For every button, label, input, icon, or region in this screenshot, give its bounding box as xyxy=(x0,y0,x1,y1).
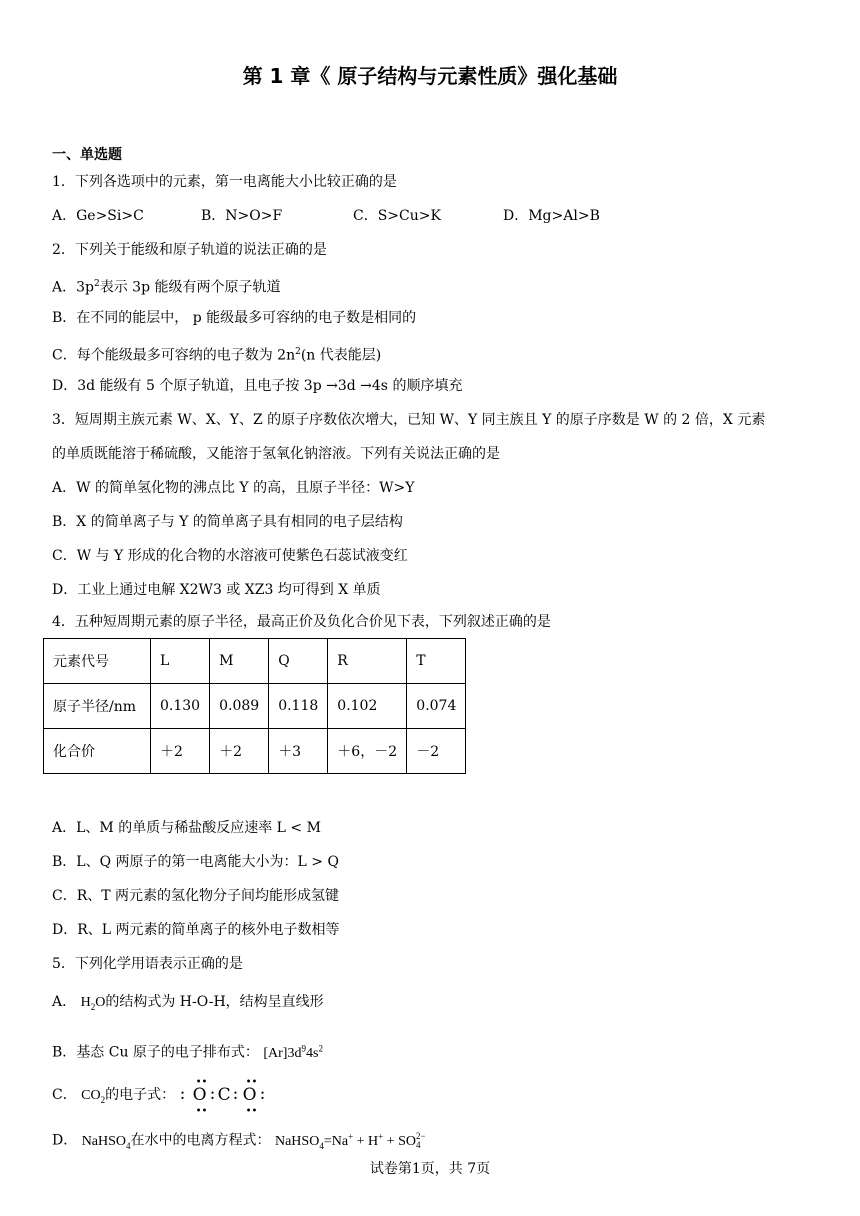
q2-option-d: D．3d 能级有 5 个原子轨道，且电子按 3p →3d →4s 的顺序填充 xyxy=(52,378,463,394)
question-4-stem: 4．五种短周期元素的原子半径，最高正价及负化合价见下表，下列叙述正确的是 xyxy=(52,614,551,630)
q5-d-na: NaHSO xyxy=(81,1133,127,1149)
section-heading: 一、单选题 xyxy=(52,147,122,163)
q5-a-label: A． xyxy=(52,994,77,1010)
lewis-oxygen-right: O xyxy=(242,1085,257,1105)
cu-electron-config xyxy=(263,1043,323,1061)
table-cell: 0.074 xyxy=(407,684,466,729)
table-row xyxy=(44,684,466,729)
q4-option-a: A．L、M 的单质与稀盐酸反应速率 L < M xyxy=(52,820,321,836)
table-row xyxy=(44,639,466,684)
q5-d-eq1: NaHSO xyxy=(274,1133,320,1149)
q2-c-text: (n 代表能层) xyxy=(300,347,382,364)
q5-d-text: 在水中的电离方程式： xyxy=(130,1132,271,1149)
q5-b-4s: 4s xyxy=(305,1045,319,1061)
q5-c-sub: 2 xyxy=(100,1094,106,1105)
q5-c-co: CO xyxy=(81,1088,101,1103)
table-cell: Q xyxy=(269,639,328,684)
table-cell: 0.102 xyxy=(328,684,407,729)
lewis-colon: : xyxy=(232,1084,239,1104)
table-cell: R xyxy=(328,639,407,684)
element-data-table xyxy=(43,638,466,774)
q5-d-plus1: + xyxy=(348,1131,354,1141)
table-cell: 0.118 xyxy=(269,684,328,729)
q1-option-c: C．S>Cu>K xyxy=(353,208,441,224)
q5-option-a xyxy=(52,992,324,1017)
q2-c-prefix: C．每个能级最多可容纳的电子数为 2n xyxy=(52,347,296,364)
q5-c-text: 的电子式： xyxy=(105,1087,176,1103)
q5-d-eq2: =Na xyxy=(323,1133,349,1149)
lewis-oxygen-left: O xyxy=(192,1085,207,1105)
table-cell: ＋2 xyxy=(151,729,210,774)
table-cell: L xyxy=(151,639,210,684)
q5-a-o: O xyxy=(95,995,106,1010)
q5-d-eq4: + SO xyxy=(383,1133,417,1149)
q2-c-sup: 2 xyxy=(295,347,301,357)
q5-d-so-sup: 2− xyxy=(416,1131,426,1142)
table-cell: －2 xyxy=(407,729,466,774)
q5-option-b xyxy=(52,1038,323,1064)
page-title: 第 1 章《 原子结构与元素性质》强化基础 xyxy=(242,64,618,88)
q5-a-sub: 2 xyxy=(90,1001,96,1012)
table-cell: 原子半径/nm xyxy=(44,684,151,729)
q5-option-d xyxy=(52,1126,426,1155)
lewis-dots: •• xyxy=(195,1106,208,1117)
lewis-colon: : xyxy=(209,1084,216,1104)
q5-a-text: 的结构式为 H-O-H，结构呈直线形 xyxy=(105,994,324,1010)
table-row xyxy=(44,729,466,774)
q2-option-a xyxy=(52,274,281,298)
q3-option-b: B．X 的简单离子与 Y 的简单离子具有相同的电子层结构 xyxy=(52,514,403,530)
lewis-dots: •• xyxy=(245,1077,258,1088)
q5-d-so-sub: 4 xyxy=(416,1140,421,1151)
lewis-dots: •• xyxy=(245,1106,258,1117)
q2-a-prefix: A．3p xyxy=(52,279,94,296)
co2-formula xyxy=(81,1088,105,1103)
lewis-colon: : xyxy=(179,1084,186,1104)
q5-d-eq3: + H xyxy=(353,1133,379,1149)
q5-d-plus2: + xyxy=(378,1131,384,1141)
q4-option-b: B．L、Q 两原子的第一电离能大小为：L > Q xyxy=(52,854,339,870)
q5-b-text: B．基态 Cu 原子的电子排布式： xyxy=(52,1044,259,1061)
q5-option-c xyxy=(52,1077,274,1117)
q5-d-label: D． xyxy=(52,1132,78,1149)
q1-option-a: A．Ge>Si>C xyxy=(52,208,144,224)
question-5-stem: 5．下列化学用语表示正确的是 xyxy=(52,956,243,972)
lewis-colon: : xyxy=(259,1084,266,1104)
q5-d-sub: 4 xyxy=(126,1140,131,1151)
table-cell: T xyxy=(407,639,466,684)
question-1-stem: 1．下列各选项中的元素，第一电离能大小比较正确的是 xyxy=(52,174,397,190)
lewis-dots: •• xyxy=(195,1077,208,1088)
q5-b-sup2: 2 xyxy=(318,1043,323,1053)
table-cell: M xyxy=(210,639,269,684)
q4-option-c: C．R、T 两元素的氢化物分子间均能形成氢键 xyxy=(52,888,340,904)
question-3-stem-line1: 3．短周期主族元素 W、X、Y、Z 的原子序数依次增大，已知 W、Y 同主族且 Y 的原子序数是 W 的 2 倍，X 元素 xyxy=(52,412,766,428)
q5-b-sup1: 9 xyxy=(301,1043,306,1053)
q2-option-b: B．在不同的能层中， p 能级最多可容纳的电子数是相同的 xyxy=(52,310,417,326)
co2-lewis-structure xyxy=(179,1077,274,1117)
ionization-equation xyxy=(274,1131,426,1151)
q4-option-d: D．R、L 两元素的简单离子的核外电子数相等 xyxy=(52,922,340,938)
table-cell: ＋6，－2 xyxy=(328,729,407,774)
page-footer: 试卷第1页，共 7页 xyxy=(369,1161,491,1177)
q5-b-ar: [Ar]3d xyxy=(263,1045,302,1061)
q2-a-sup: 2 xyxy=(93,279,100,289)
lewis-carbon: C xyxy=(217,1085,231,1105)
q5-c-label: C． xyxy=(52,1087,77,1103)
table-cell: 0.130 xyxy=(151,684,210,729)
q5-d-eq-sub: 4 xyxy=(319,1140,324,1151)
nahso4-formula xyxy=(82,1134,131,1149)
question-3-stem-line2: 的单质既能溶于稀硫酸，又能溶于氢氧化钠溶液。下列有关说法正确的是 xyxy=(52,446,500,462)
q5-a-h: H xyxy=(80,995,91,1010)
question-2-stem: 2．下列关于能级和原子轨道的说法正确的是 xyxy=(52,242,327,258)
sulfate-scripts xyxy=(416,1132,426,1150)
table-cell: 化合价 xyxy=(44,729,151,774)
q1-option-b: B．N>O>F xyxy=(201,208,283,224)
table-cell: 元素代号 xyxy=(44,639,151,684)
table-cell: 0.089 xyxy=(210,684,269,729)
table-cell: ＋2 xyxy=(210,729,269,774)
q3-option-c: C．W 与 Y 形成的化合物的水溶液可使紫色石蕊试液变红 xyxy=(52,548,408,564)
q2-option-c xyxy=(52,342,381,366)
q3-option-a: A．W 的简单氢化物的沸点比 Y 的高，且原子半径：W>Y xyxy=(52,480,415,496)
table-cell: ＋3 xyxy=(269,729,328,774)
q1-option-d: D．Mg>Al>B xyxy=(503,208,600,224)
q3-option-d: D．工业上通过电解 X2W3 或 XZ3 均可得到 X 单质 xyxy=(52,582,381,598)
water-formula xyxy=(81,995,106,1010)
q2-a-text: 表示 3p 能级有两个原子轨道 xyxy=(99,279,281,296)
